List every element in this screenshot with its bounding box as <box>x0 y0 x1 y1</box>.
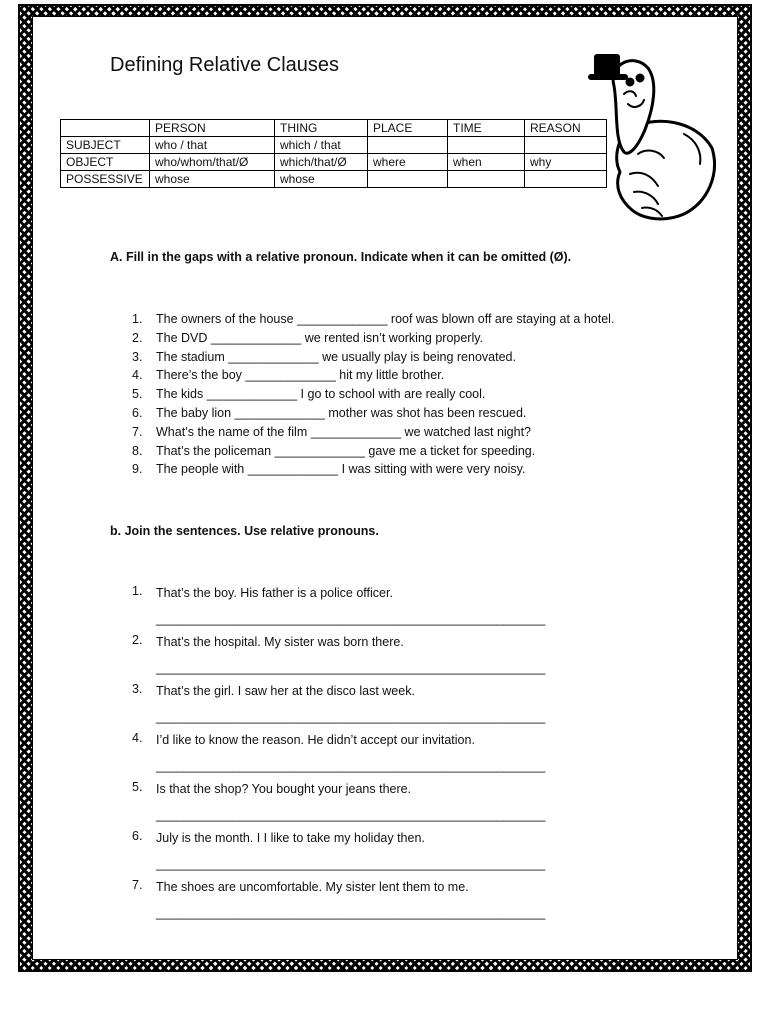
answer-line[interactable]: ________________________________________________________ <box>156 808 546 822</box>
item-number: 2. <box>132 633 143 647</box>
answer-line[interactable]: ________________________________________________________ <box>156 612 546 626</box>
list-item <box>110 385 614 404</box>
list-item <box>110 460 614 479</box>
table-row <box>61 137 607 154</box>
table-cell: who / that <box>150 137 275 154</box>
list-item <box>110 310 614 329</box>
list-item <box>110 878 545 927</box>
answer-line[interactable]: ________________________________________________________ <box>156 710 546 724</box>
table-row-label: POSSESSIVE <box>61 171 150 188</box>
table-cell <box>448 171 525 188</box>
section-b-instruction: b. Join the sentences. Use relative pronouns. <box>110 524 379 538</box>
item-text: There’s the boy _____________ hit my little brother. <box>156 368 445 383</box>
item-number: 1. <box>132 312 143 326</box>
item-text: The DVD _____________ we rented isn’t working properly. <box>156 330 484 345</box>
item-number: 6. <box>132 405 143 420</box>
item-text: That’s the hospital. My sister was born there. <box>156 635 404 649</box>
item-text: That’s the policeman _____________ gave me a ticket for speeding. <box>156 443 536 458</box>
list-item <box>110 442 614 461</box>
table-header-cell: REASON <box>525 120 607 137</box>
table-cell: where <box>368 154 448 171</box>
table-header-cell: PLACE <box>368 120 448 137</box>
table-cell: whose <box>150 171 275 188</box>
item-text: The baby lion _____________ mother was shot has been rescued. <box>156 405 527 420</box>
table-cell: which / that <box>275 137 368 154</box>
answer-line[interactable]: ________________________________________________________ <box>156 759 546 773</box>
list-item <box>110 829 545 878</box>
item-text: That’s the girl. I saw her at the disco last week. <box>156 684 415 698</box>
list-item <box>110 633 545 682</box>
item-number: 4. <box>132 368 143 383</box>
table-header-cell: THING <box>275 120 368 137</box>
item-number: 7. <box>132 424 143 439</box>
item-text: The owners of the house _____________ roof was blown off are staying at a hotel. <box>156 312 615 326</box>
item-number: 4. <box>132 731 143 745</box>
item-number: 5. <box>132 387 143 402</box>
section-a-list <box>110 310 614 479</box>
item-text: The stadium _____________ we usually play is being renovated. <box>156 349 516 364</box>
table-header-row <box>61 120 607 137</box>
item-number: 6. <box>132 829 143 843</box>
list-item <box>110 423 614 442</box>
list-item <box>110 584 545 633</box>
table-cell: why <box>525 154 607 171</box>
table-row-label: OBJECT <box>61 154 150 171</box>
pointing-finger-cartoon <box>584 44 720 224</box>
item-number: 1. <box>132 584 143 598</box>
item-text: That’s the boy. His father is a police officer. <box>156 586 393 600</box>
item-text: The shoes are uncomfortable. My sister lent them to me. <box>156 880 469 894</box>
table-header-cell: TIME <box>448 120 525 137</box>
item-number: 2. <box>132 330 143 345</box>
item-number: 5. <box>132 780 143 794</box>
item-text: The people with _____________ I was sitting with were very noisy. <box>156 462 526 477</box>
list-item <box>110 404 614 423</box>
table-cell: which/that/Ø <box>275 154 368 171</box>
item-text: Is that the shop? You bought your jeans there. <box>156 782 412 796</box>
table-cell: whose <box>275 171 368 188</box>
item-text: The kids _____________ I go to school with are really cool. <box>156 387 486 402</box>
table-cell <box>368 137 448 154</box>
section-b-list <box>110 584 545 927</box>
table-cell: who/whom/that/Ø <box>150 154 275 171</box>
table-row <box>61 154 607 171</box>
item-number: 3. <box>132 349 143 364</box>
answer-line[interactable]: ________________________________________________________ <box>156 661 546 675</box>
table-row-label: SUBJECT <box>61 137 150 154</box>
item-number: 7. <box>132 878 143 892</box>
page-title: Defining Relative Clauses <box>110 54 340 76</box>
section-a-instruction: A. Fill in the gaps with a relative pronoun. Indicate when it can be omitted (Ø). <box>110 250 572 264</box>
list-item <box>110 731 545 780</box>
item-number: 9. <box>132 462 143 477</box>
table-cell: when <box>448 154 525 171</box>
table-header-cell: PERSON <box>150 120 275 137</box>
list-item <box>110 682 545 731</box>
table-header-cell <box>61 120 150 137</box>
item-number: 8. <box>132 443 143 458</box>
list-item <box>110 348 614 367</box>
list-item <box>110 780 545 829</box>
relative-pronoun-table <box>60 119 607 188</box>
answer-line[interactable]: ________________________________________________________ <box>156 857 546 871</box>
list-item <box>110 329 614 348</box>
answer-line[interactable]: ________________________________________________________ <box>156 906 546 920</box>
item-number: 3. <box>132 682 143 696</box>
table-cell <box>368 171 448 188</box>
list-item <box>110 366 614 385</box>
table-row <box>61 171 607 188</box>
item-text: July is the month. I I like to take my holiday then. <box>156 831 425 845</box>
item-text: What’s the name of the film _____________ we watched last night? <box>156 424 532 439</box>
item-text: I’d like to know the reason. He didn’t accept our invitation. <box>156 733 475 747</box>
table-cell <box>448 137 525 154</box>
